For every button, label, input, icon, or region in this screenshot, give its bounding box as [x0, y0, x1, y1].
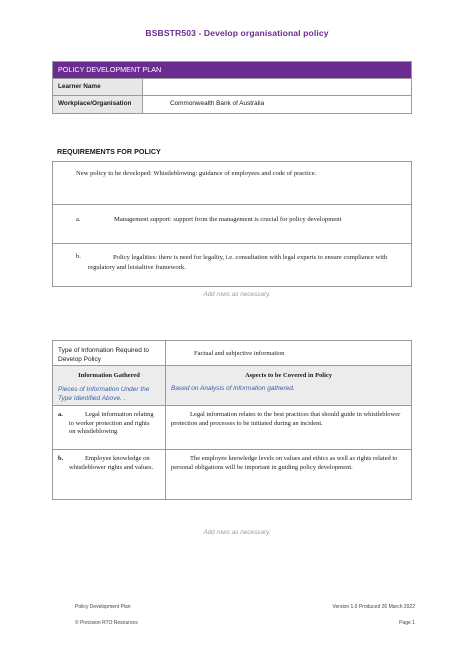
info-row — [53, 406, 411, 450]
requirements-heading: REQUIREMENTS FOR POLICY — [57, 147, 161, 156]
footer-version: Version 1.0 Produced 26 March 2022 — [332, 604, 415, 610]
requirement-text[interactable]: Management support: support from the management is crucial for policy development — [114, 216, 342, 223]
info-gathered-subheader: Pieces of Information Under the Type Identified Above. . — [58, 386, 150, 402]
info-type-row — [53, 341, 411, 366]
aspects-cell — [166, 406, 411, 449]
policy-line-row — [53, 162, 411, 205]
info-row — [53, 450, 411, 499]
requirements-table — [52, 161, 412, 287]
aspects-text[interactable]: The employee knowledge levels on values and ethics as well as rights related to personal obligations will be important in guiding policy development. — [171, 455, 398, 471]
learner-name-row — [53, 79, 411, 96]
aspects-cell — [166, 450, 411, 499]
add-rows-note: Add rows as necessary. — [203, 529, 271, 536]
plan-table-header: POLICY DEVELOPMENT PLAN — [53, 62, 411, 79]
learner-name-value[interactable] — [143, 79, 411, 95]
aspects-subheader: Based on Analysis of information gathered. — [171, 385, 295, 392]
requirement-row — [53, 244, 411, 286]
add-rows-note: Add rows as necessary. — [203, 291, 271, 298]
requirement-row — [53, 205, 411, 244]
info-type-value[interactable]: Factual and subjective information — [194, 350, 285, 357]
footer-line-1 — [75, 604, 415, 610]
row-letter: a. — [58, 411, 63, 418]
learner-name-label: Learner Name — [53, 79, 143, 95]
information-table — [52, 340, 412, 500]
info-gathered-header-cell — [53, 366, 166, 405]
workplace-value[interactable]: Commonwealth Bank of Australia — [170, 100, 265, 107]
aspects-header-cell — [166, 366, 411, 405]
gathered-cell — [53, 406, 166, 449]
workplace-label: Workplace/Organisation — [53, 96, 143, 113]
aspects-header: Aspects to be Covered in Policy — [244, 372, 333, 379]
row-letter: b. — [58, 455, 64, 462]
footer-page-number: Page 1 — [399, 620, 415, 626]
requirement-text[interactable]: Policy legalities: there is need for legality, i.e. consultation with legal experts to ensure compliance with regulatory and leistaltive framework. — [88, 254, 388, 271]
footer-copyright: © Precision RTO Resources — [75, 620, 138, 626]
info-gathered-header: Information Gathered — [78, 372, 140, 379]
info-type-label: Type of Information Required to Develop Policy — [53, 341, 166, 365]
gathered-text[interactable]: Employee knowledge on whistleblower rights and values. — [69, 455, 154, 471]
info-header-row — [53, 366, 411, 406]
workplace-row — [53, 96, 411, 113]
aspects-text[interactable]: Legal information relates to the best practices that should guide in whistleblower protection and processes to be initiated during an incident. — [171, 411, 401, 427]
requirement-letter: a. — [76, 216, 81, 223]
policy-line-text[interactable]: New policy to be developed: Whistleblowing: guidance of employees and code of practice. — [76, 170, 317, 177]
document-title: BSBSTR503 - Develop organisational policy — [145, 28, 329, 38]
footer-doc-name: Policy Development Plan — [75, 604, 131, 610]
footer-line-2 — [75, 620, 415, 626]
gathered-cell — [53, 450, 166, 499]
gathered-text[interactable]: Legal information relating to worker protection and rights on whistleblowing — [69, 411, 154, 436]
requirement-letter: b. — [76, 253, 81, 260]
policy-plan-table — [52, 61, 412, 114]
